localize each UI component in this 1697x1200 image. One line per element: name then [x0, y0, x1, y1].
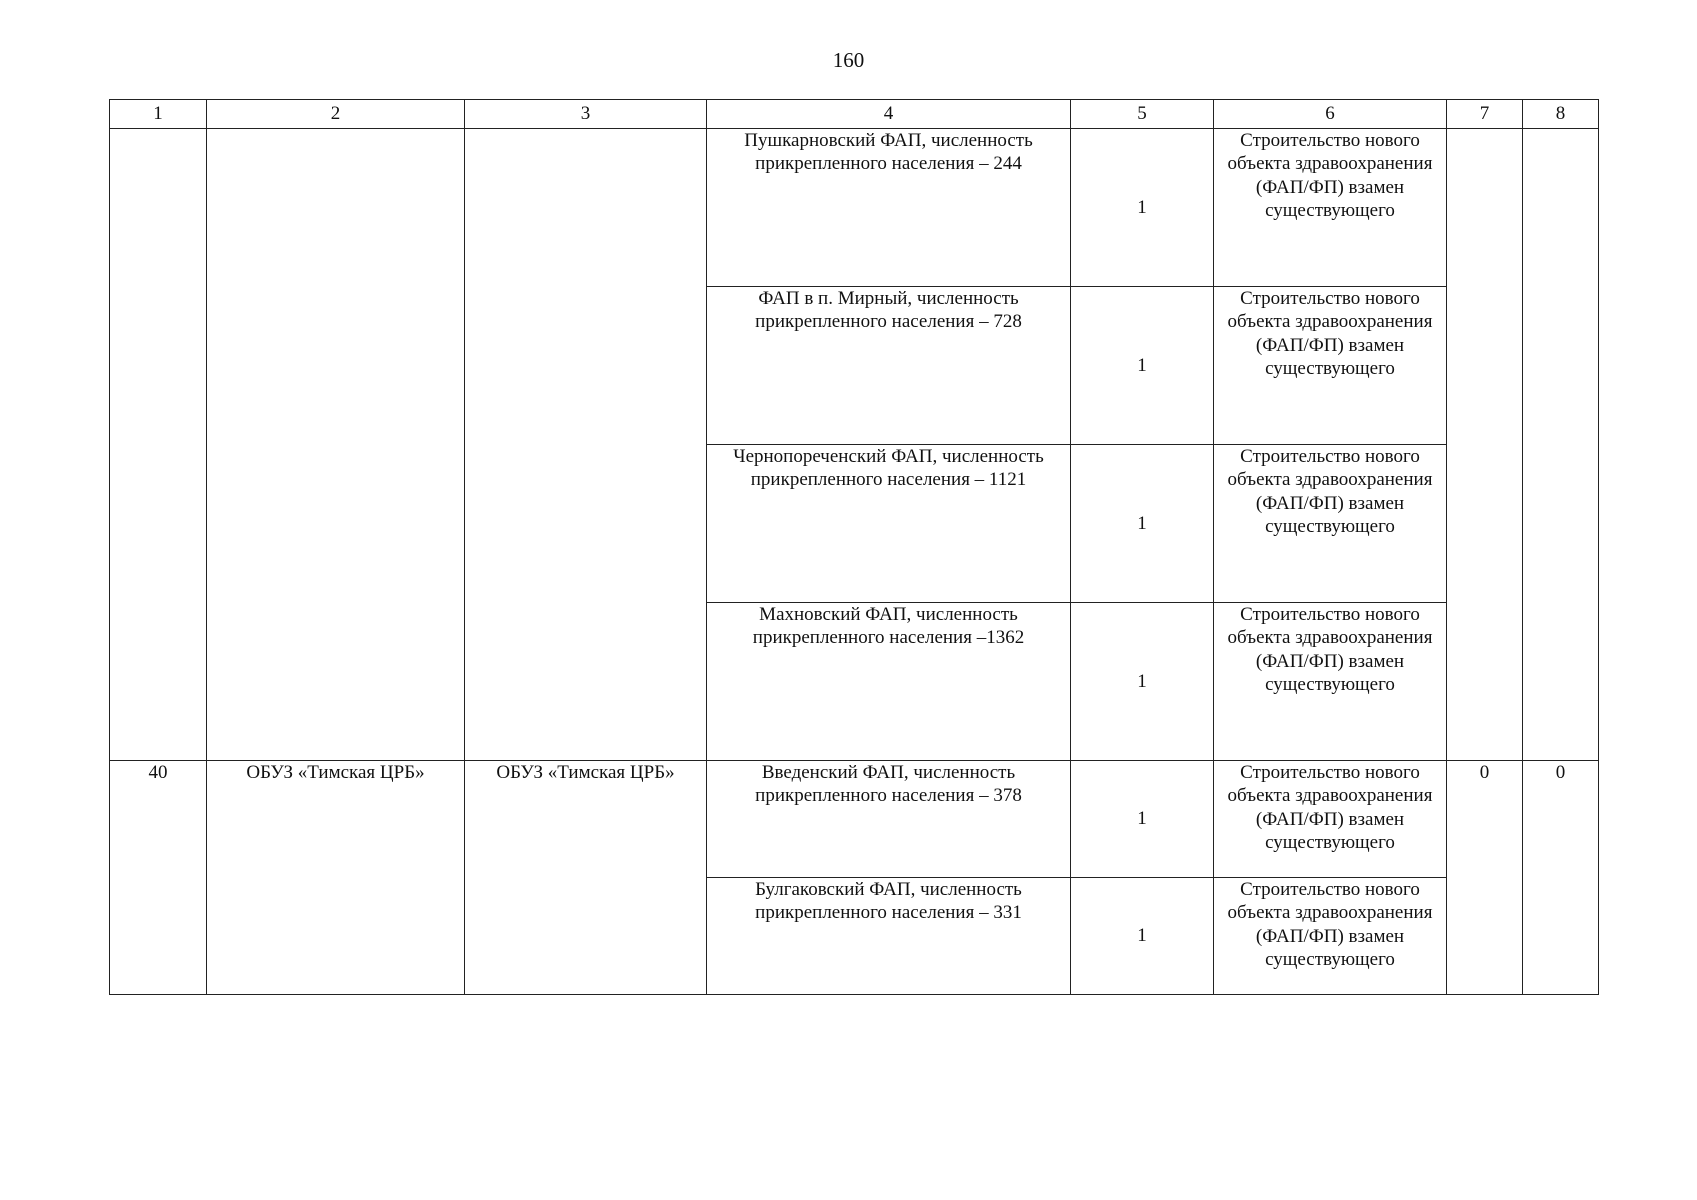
facility-cell: Пушкарновский ФАП, численность прикрепленного населения – 244	[707, 129, 1071, 287]
continued-organization-cell	[207, 129, 465, 761]
facility-cell: Введенский ФАП, численность прикрепленного населения – 378	[707, 761, 1071, 878]
action-cell: Строительство нового объекта здравоохранения (ФАП/ФП) взамен существующего	[1214, 445, 1447, 603]
column-header-4: 4	[707, 100, 1071, 129]
continued-institution-cell	[465, 129, 707, 761]
column-header-6: 6	[1214, 100, 1447, 129]
action-cell: Строительство нового объекта здравоохранения (ФАП/ФП) взамен существующего	[1214, 761, 1447, 878]
count-cell: 1	[1071, 761, 1214, 878]
count-cell: 1	[1071, 287, 1214, 445]
action-cell: Строительство нового объекта здравоохранения (ФАП/ФП) взамен существующего	[1214, 129, 1447, 287]
row-number-cell: 40	[110, 761, 207, 995]
col8-cell: 0	[1523, 761, 1599, 995]
column-header-3: 3	[465, 100, 707, 129]
column-header-2: 2	[207, 100, 465, 129]
page-number: 160	[832, 48, 865, 72]
institution-cell: ОБУЗ «Тимская ЦРБ»	[465, 761, 707, 995]
action-cell: Строительство нового объекта здравоохранения (ФАП/ФП) взамен существующего	[1214, 287, 1447, 445]
facility-cell: ФАП в п. Мирный, численность прикрепленного населения – 728	[707, 287, 1071, 445]
table-body	[110, 129, 1599, 995]
table-row	[110, 761, 1599, 878]
column-header-1: 1	[110, 100, 207, 129]
count-cell: 1	[1071, 129, 1214, 287]
col7-cell: 0	[1447, 761, 1523, 995]
facility-cell: Булгаковский ФАП, численность прикрепленного населения – 331	[707, 878, 1071, 995]
count-cell: 1	[1071, 878, 1214, 995]
continued-col7-cell	[1447, 129, 1523, 761]
data-table	[109, 99, 1599, 995]
organization-cell: ОБУЗ «Тимская ЦРБ»	[207, 761, 465, 995]
header-row	[110, 100, 1599, 129]
action-cell: Строительство нового объекта здравоохранения (ФАП/ФП) взамен существующего	[1214, 603, 1447, 761]
column-header-5: 5	[1071, 100, 1214, 129]
facility-cell: Чернопореченский ФАП, численность прикрепленного населения – 1121	[707, 445, 1071, 603]
column-header-8: 8	[1523, 100, 1599, 129]
facility-cell: Махновский ФАП, численность прикрепленного населения –1362	[707, 603, 1071, 761]
table-row	[110, 129, 1599, 287]
count-cell: 1	[1071, 445, 1214, 603]
continued-col8-cell	[1523, 129, 1599, 761]
action-cell: Строительство нового объекта здравоохранения (ФАП/ФП) взамен существующего	[1214, 878, 1447, 995]
table-header	[110, 100, 1599, 129]
count-cell: 1	[1071, 603, 1214, 761]
column-header-7: 7	[1447, 100, 1523, 129]
continued-number-cell	[110, 129, 207, 761]
